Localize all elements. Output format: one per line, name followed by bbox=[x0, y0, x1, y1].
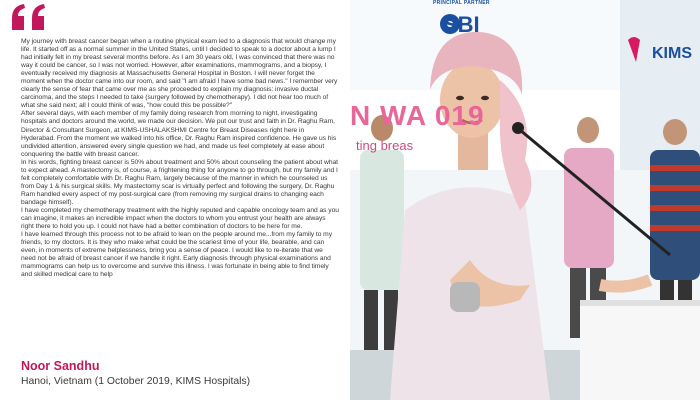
story-paragraph: In his words, fighting breast cancer is 50% about treatment and 50% about counseling the patient about what to expect ahead. A mastectomy is, of course, a frightening thing for anyone to go through, but my family and I felt completely comfortable with Dr. Raghu Ram, largely because of the manner in which he counseled us from Day 1 & his surgical skills. My mastectomy scar is virtually perfect and following the surgery, Dr. Raghu Ram handled every aspect of my post-surgical care (from removing my surgical drains to changing each bandage himself). bbox=[21, 158, 338, 206]
story-paragraph: After several days, with each member of my family doing research from morning to night, investigating hospitals and doctors around the world, we made our decision. We put our trust and faith in Dr. Raghu Ram, Director & Consultant Surgeon, at KIMS-USHALAKSHMI Centre for Breast Diseases right here in Hyderabad. From the moment we walked into his office, Dr. Raghu Ram inspired confidence. He gave us his undivided attention, answered every single question we had, and made us feel completely at ease about conquering the battle with breast cancer. bbox=[21, 110, 337, 158]
author-name: Noor Sandhu bbox=[21, 359, 100, 373]
story-paragraph: I have completed my chemotherapy treatment with the highly reputed and capable oncology team and as you can imagine, it makes an incredible impact when the doctors to whom you entrust your health are always right there to hold you up. I could not have had a better combination of doctors to be here for me. bbox=[21, 206, 339, 231]
banner-subtext: ting breas bbox=[356, 138, 414, 153]
photo-scene bbox=[350, 0, 700, 400]
testimonial-story bbox=[21, 38, 339, 279]
hospital-logo: KIMS bbox=[652, 45, 692, 62]
microphone bbox=[512, 122, 524, 134]
sponsor-logo: SBI bbox=[443, 12, 480, 37]
story-paragraph: I have learned through this process not to be afraid to lean on the people around me...from my family to my friends, to my doctors. It is they who make what could be the scariest time of your life, bearable, and can even, in moments of extreme helplessness, bring you a sense of peace. I would like to re-iterate that we need not be afraid of breast cancer if we handle it right. Early diagnosis through physical examinations and mammograms can help us to overcome and survive this illness. I was fortunate in being able to find timely and skilled medical care to help bbox=[21, 231, 332, 279]
podium bbox=[580, 300, 700, 400]
author-meta: Hanoi, Vietnam (1 October 2019, KIMS Hospitals) bbox=[21, 376, 251, 387]
event-photo bbox=[350, 0, 700, 400]
story-paragraph: My journey with breast cancer began when a routine physical exam led to a diagnosis that would change my life. It started off as a normal summer in the United States, until I decided to speak to a doctor about a lump I had initially felt in my breast several months before. As I am 30 years old, I was convinced that there was no way it could be cancer, so I was not worried. However, after examinations, mammograms, and a biopsy, I eventually received my diagnosis at Massachusetts General Hospital in Boston. I will never forget the moment when the doctor came into our room, and said "I am afraid I have some bad news." I remember very clearly the sense of fear that came over me as she proceeded to explain my diagnosis: invasive ductal carcinoma, and the steps I needed to take (surgery followed by chemotherapy). I did not hear too much of what she said next; all I could think of was, "how could this be possible?" bbox=[21, 38, 338, 110]
quote-icon bbox=[10, 2, 50, 32]
sponsor-caption: PRINCIPAL PARTNER bbox=[433, 0, 490, 6]
banner-text: N WA 019 bbox=[350, 100, 485, 131]
